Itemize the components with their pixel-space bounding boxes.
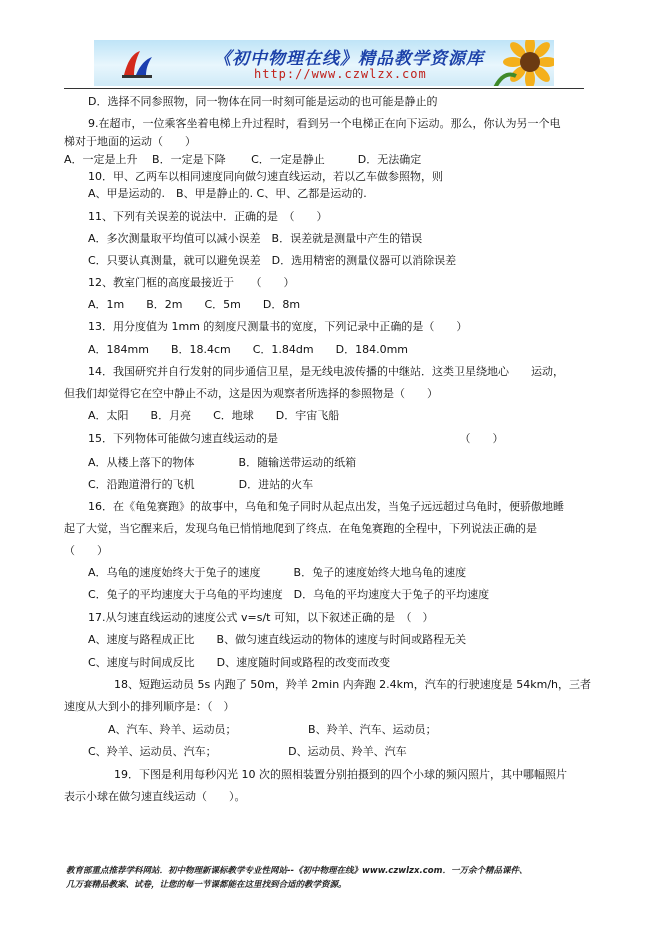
question-16-line-1: 16．在《龟兔赛跑》的故事中，乌龟和兔子同时从起点出发，当兔子远远超过乌龟时，便骄傲地睡 [88,500,564,513]
question-12: 12、教室门框的高度最接近于 （ ） [88,276,295,289]
question-17-options-cd: C、速度与时间成反比 D、速度随时间或路程的改变而改变 [88,656,391,669]
banner-url[interactable]: http://www.czwlzx.com [254,67,427,81]
question-9-line-2: 梯对于地面的运动（ ） [64,135,196,148]
question-9-options: A．一定是上升 B．一定是下降 C．一定是静止 D．无法确定 [64,153,422,166]
sunflower-icon [490,40,554,86]
site-banner [94,40,554,86]
question-11-options-cd: C．只要认真测量，就可以避免误差 D．选用精密的测量仪器可以消除误差 [88,254,457,267]
question-14-line-1: 14．我国研究并自行发射的同步通信卫星，是无线电波传播的中继站．这类卫星绕地心 运动， [88,365,564,378]
question-10: 10．甲、乙两车以相同速度同向做匀速直线运动，若以乙车做参照物，则 [88,170,443,183]
question-12-options: A．1m B．2m C．5m D．8m [88,298,301,311]
question-10-options: A、甲是运动的. B、甲是静止的. C、甲、乙都是运动的. [88,187,367,200]
question-14-line-2: 但我们却觉得它在空中静止不动，这是因为观察者所选择的参照物是（ ） [64,387,438,400]
question-16-options-ab: A．乌龟的速度始终大于兔子的速度 B．兔子的速度始终大地乌龟的速度 [88,566,467,579]
footer-line-1: 教育部重点推荐学科网站．初中物理新课标教学专业性网站--《初中物理在线》www.czwlzx.com．一万余个精品课件、 [66,866,528,876]
question-15: 15．下列物体可能做匀速直线运动的是 （ ） [88,432,504,445]
question-13-options: A．184mm B．18.4cm C．1.84dm D．184.0mm [88,343,409,356]
banner-title: 《初中物理在线》精品教学资源库 [214,49,484,69]
site-logo-icon [120,49,154,79]
question-11: 11、下列有关误差的说法中．正确的是 （ ） [88,210,328,223]
question-9-line-1: 9.在超市，一位乘客坐着电梯上升过程时，看到另一个电梯正在向下运动。那么，你认为另一个电 [88,117,561,130]
question-18-line-2: 速度从大到小的排列顺序是：（ ） [64,700,235,713]
footer-line-2: 几万套精品教案、试卷，让您的每一节课都能在这里找到合适的教学资源。 [66,880,347,890]
question-17-options-ab: A、速度与路程成正比 B、做匀速直线运动的物体的速度与时间或路程无关 [88,633,467,646]
header-divider [64,88,584,89]
question-14-options: A．太阳 B．月亮 C．地球 D．宇宙飞船 [88,409,340,422]
question-16-line-3: （ ） [64,544,108,557]
question-19-line-1: 19．下图是利用每秒闪光 10 次的照相装置分别拍摄到的四个小球的频闪照片，其中哪幅照片 [114,768,567,781]
question-15-options-ab: A．从楼上落下的物体 B．随输送带运动的纸箱 [88,456,357,469]
question-18-options-cd: C、羚羊、运动员、汽车； D、运动员、羚羊、汽车 [88,745,407,758]
question-18-line-1: 18、短跑运动员 5s 内跑了 50m，羚羊 2min 内奔跑 2.4km，汽车的行驶速度是 54km/h，三者 [114,678,591,691]
question-16-line-2: 起了大觉，当它醒来后，发现乌龟已悄悄地爬到了终点．在龟兔赛跑的全程中，下列说法正确的是 [64,522,537,535]
question-17: 17.从匀速直线运动的速度公式 v=s/t 可知，以下叙述正确的是 （ ） [88,611,434,624]
text-line: D．选择不同参照物，同一物体在同一时刻可能是运动的也可能是静止的 [88,95,438,108]
question-19-line-2: 表示小球在做匀速直线运动（ ）。 [64,790,246,803]
question-13: 13．用分度值为 1mm 的刻度尺测量书的宽度，下列记录中正确的是（ ） [88,320,468,333]
question-16-options-cd: C．兔子的平均速度大于乌龟的平均速度 D．乌龟的平均速度大于兔子的平均速度 [88,588,490,601]
question-15-options-cd: C．沿跑道滑行的飞机 D．进站的火车 [88,478,314,491]
question-11-options-ab: A．多次测量取平均值可以减小误差 B．误差就是测量中产生的错误 [88,232,423,245]
question-18-options-ab: A、汽车、羚羊、运动员； B、羚羊、汽车、运动员； [108,723,437,736]
